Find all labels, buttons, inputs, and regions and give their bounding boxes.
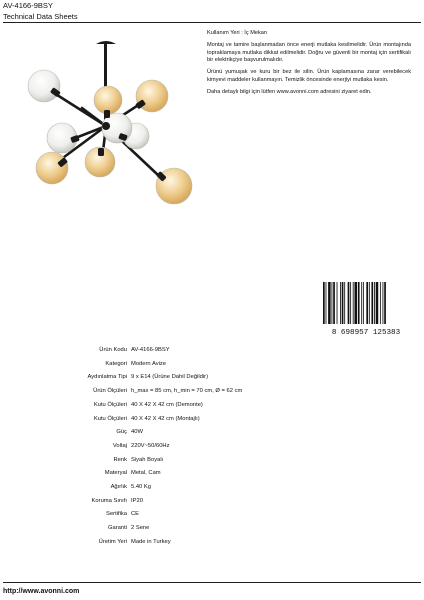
spec-value: 9 x E14 (Ürüne Dahil Değildir)	[131, 374, 209, 381]
barcode-bar	[371, 282, 373, 324]
installation-warning: Montaj ve tamire başlanmadan önce enerji mutlaka kesilmelidir. Ürün montajında topraklamaya mutlaka dikkat edilmelidir. Doğru ve güvenli bir montaj için sertifikalı bir elektrikçiye başvurulmalıdır.	[207, 42, 411, 64]
barcode-bars	[323, 282, 386, 324]
spec-row	[0, 523, 424, 533]
spec-value: Siyah Boyalı	[131, 456, 164, 463]
spec-value: CE	[131, 511, 140, 518]
spec-row	[0, 482, 424, 492]
footer-url[interactable]: http://www.avonni.com	[3, 588, 80, 595]
spec-value: IP20	[131, 497, 143, 504]
spec-value: Modern Avize	[131, 360, 167, 367]
barcode-bar	[328, 282, 331, 324]
product-image	[22, 38, 202, 213]
spec-row	[0, 509, 424, 519]
spec-label: Garanti	[107, 525, 127, 532]
spec-label: Kategori	[105, 360, 127, 367]
spec-row	[0, 496, 424, 506]
barcode-bar	[384, 282, 386, 324]
spec-value: 40 X 42 X 42 cm (Montajlı)	[131, 415, 200, 422]
spec-row	[0, 455, 424, 465]
spec-row	[0, 400, 424, 410]
barcode	[322, 282, 410, 336]
barcode-number: 8 698957 125383	[331, 329, 401, 336]
spec-label: Koruma Sınıfı	[91, 497, 127, 504]
spec-label: Ağırlık	[110, 484, 127, 490]
barcode-bar	[354, 282, 357, 324]
spec-value: AV-4166-9BSY	[131, 347, 170, 353]
barcode-bar	[374, 282, 375, 324]
spec-label: Güç	[116, 429, 127, 436]
spec-row	[0, 414, 424, 424]
spec-row	[0, 345, 424, 355]
barcode-bar	[376, 282, 379, 324]
spec-label: Kutu Ölçüleri	[93, 415, 127, 422]
spec-value: Made in Turkey	[131, 538, 171, 545]
spec-row	[0, 386, 424, 396]
document-subtitle: Technical Data Sheets	[3, 12, 78, 21]
barcode-bar	[366, 282, 368, 324]
more-info-note: Daha detaylı bilgi için lütfen www.avonni.com adresini ziyaret edin.	[207, 89, 372, 96]
spec-label: Voltaj	[112, 442, 127, 449]
spec-label: Üretim Yeri	[98, 538, 127, 545]
spec-row	[0, 468, 424, 478]
barcode-bar	[361, 282, 362, 324]
spec-value: 40W	[131, 429, 143, 436]
barcode-bar	[380, 282, 381, 324]
barcode-bar	[369, 282, 370, 324]
spec-row	[0, 359, 424, 369]
barcode-bar	[333, 282, 335, 324]
barcode-bar	[348, 282, 350, 324]
barcode-bar	[353, 282, 354, 324]
spec-row	[0, 372, 424, 382]
spec-label: Materyal	[104, 470, 127, 477]
spec-value: Metal, Cam	[131, 470, 161, 477]
spec-value: 2 Sene	[131, 525, 150, 532]
barcode-bar	[340, 282, 341, 324]
barcode-bar	[337, 282, 338, 324]
usage-location: Kullanım Yeri : İç Mekan	[207, 30, 268, 36]
spec-label: Renk	[113, 456, 127, 463]
barcode-bar	[326, 282, 327, 324]
spec-value: 40 X 42 X 42 cm (Demonte)	[131, 401, 203, 408]
barcode-bar	[383, 282, 384, 324]
spec-label: Sertifika	[106, 511, 127, 518]
footer-divider	[3, 582, 421, 583]
spec-value: h_max = 85 cm, h_min = 70 cm, Ø = 62 cm	[131, 388, 243, 395]
barcode-bar	[350, 282, 351, 324]
product-model-title: AV-4166-9BSY	[3, 1, 53, 10]
barcode-bar	[323, 282, 325, 324]
spec-label: Aydınlatma Tipi	[87, 374, 127, 381]
spec-row	[0, 427, 424, 437]
spec-label: Kutu Ölçüleri	[93, 401, 127, 408]
barcode-bar	[358, 282, 360, 324]
usage-info-block	[207, 30, 411, 101]
spec-label: Ürün Ölçüleri	[93, 388, 127, 395]
barcode-bar	[342, 282, 344, 324]
spec-value: 220V~50/60Hz	[131, 442, 170, 449]
barcode-bar	[332, 282, 333, 324]
barcode-bar	[344, 282, 345, 324]
spec-label: Ürün Kodu	[99, 347, 127, 353]
cleaning-instructions: Ürünü yumuşak ve kuru bir bez ile silin. Ürün kaplamasına zarar verebilecek kimyevi maddeler kullanmayın. Temizlik öncesinde enerjiyi mutlaka kesin.	[207, 69, 411, 83]
spec-row	[0, 537, 424, 547]
spec-row	[0, 441, 424, 451]
barcode-bar	[363, 282, 364, 324]
spec-value: 5.40 Kg	[131, 484, 151, 490]
header-divider	[3, 22, 421, 23]
